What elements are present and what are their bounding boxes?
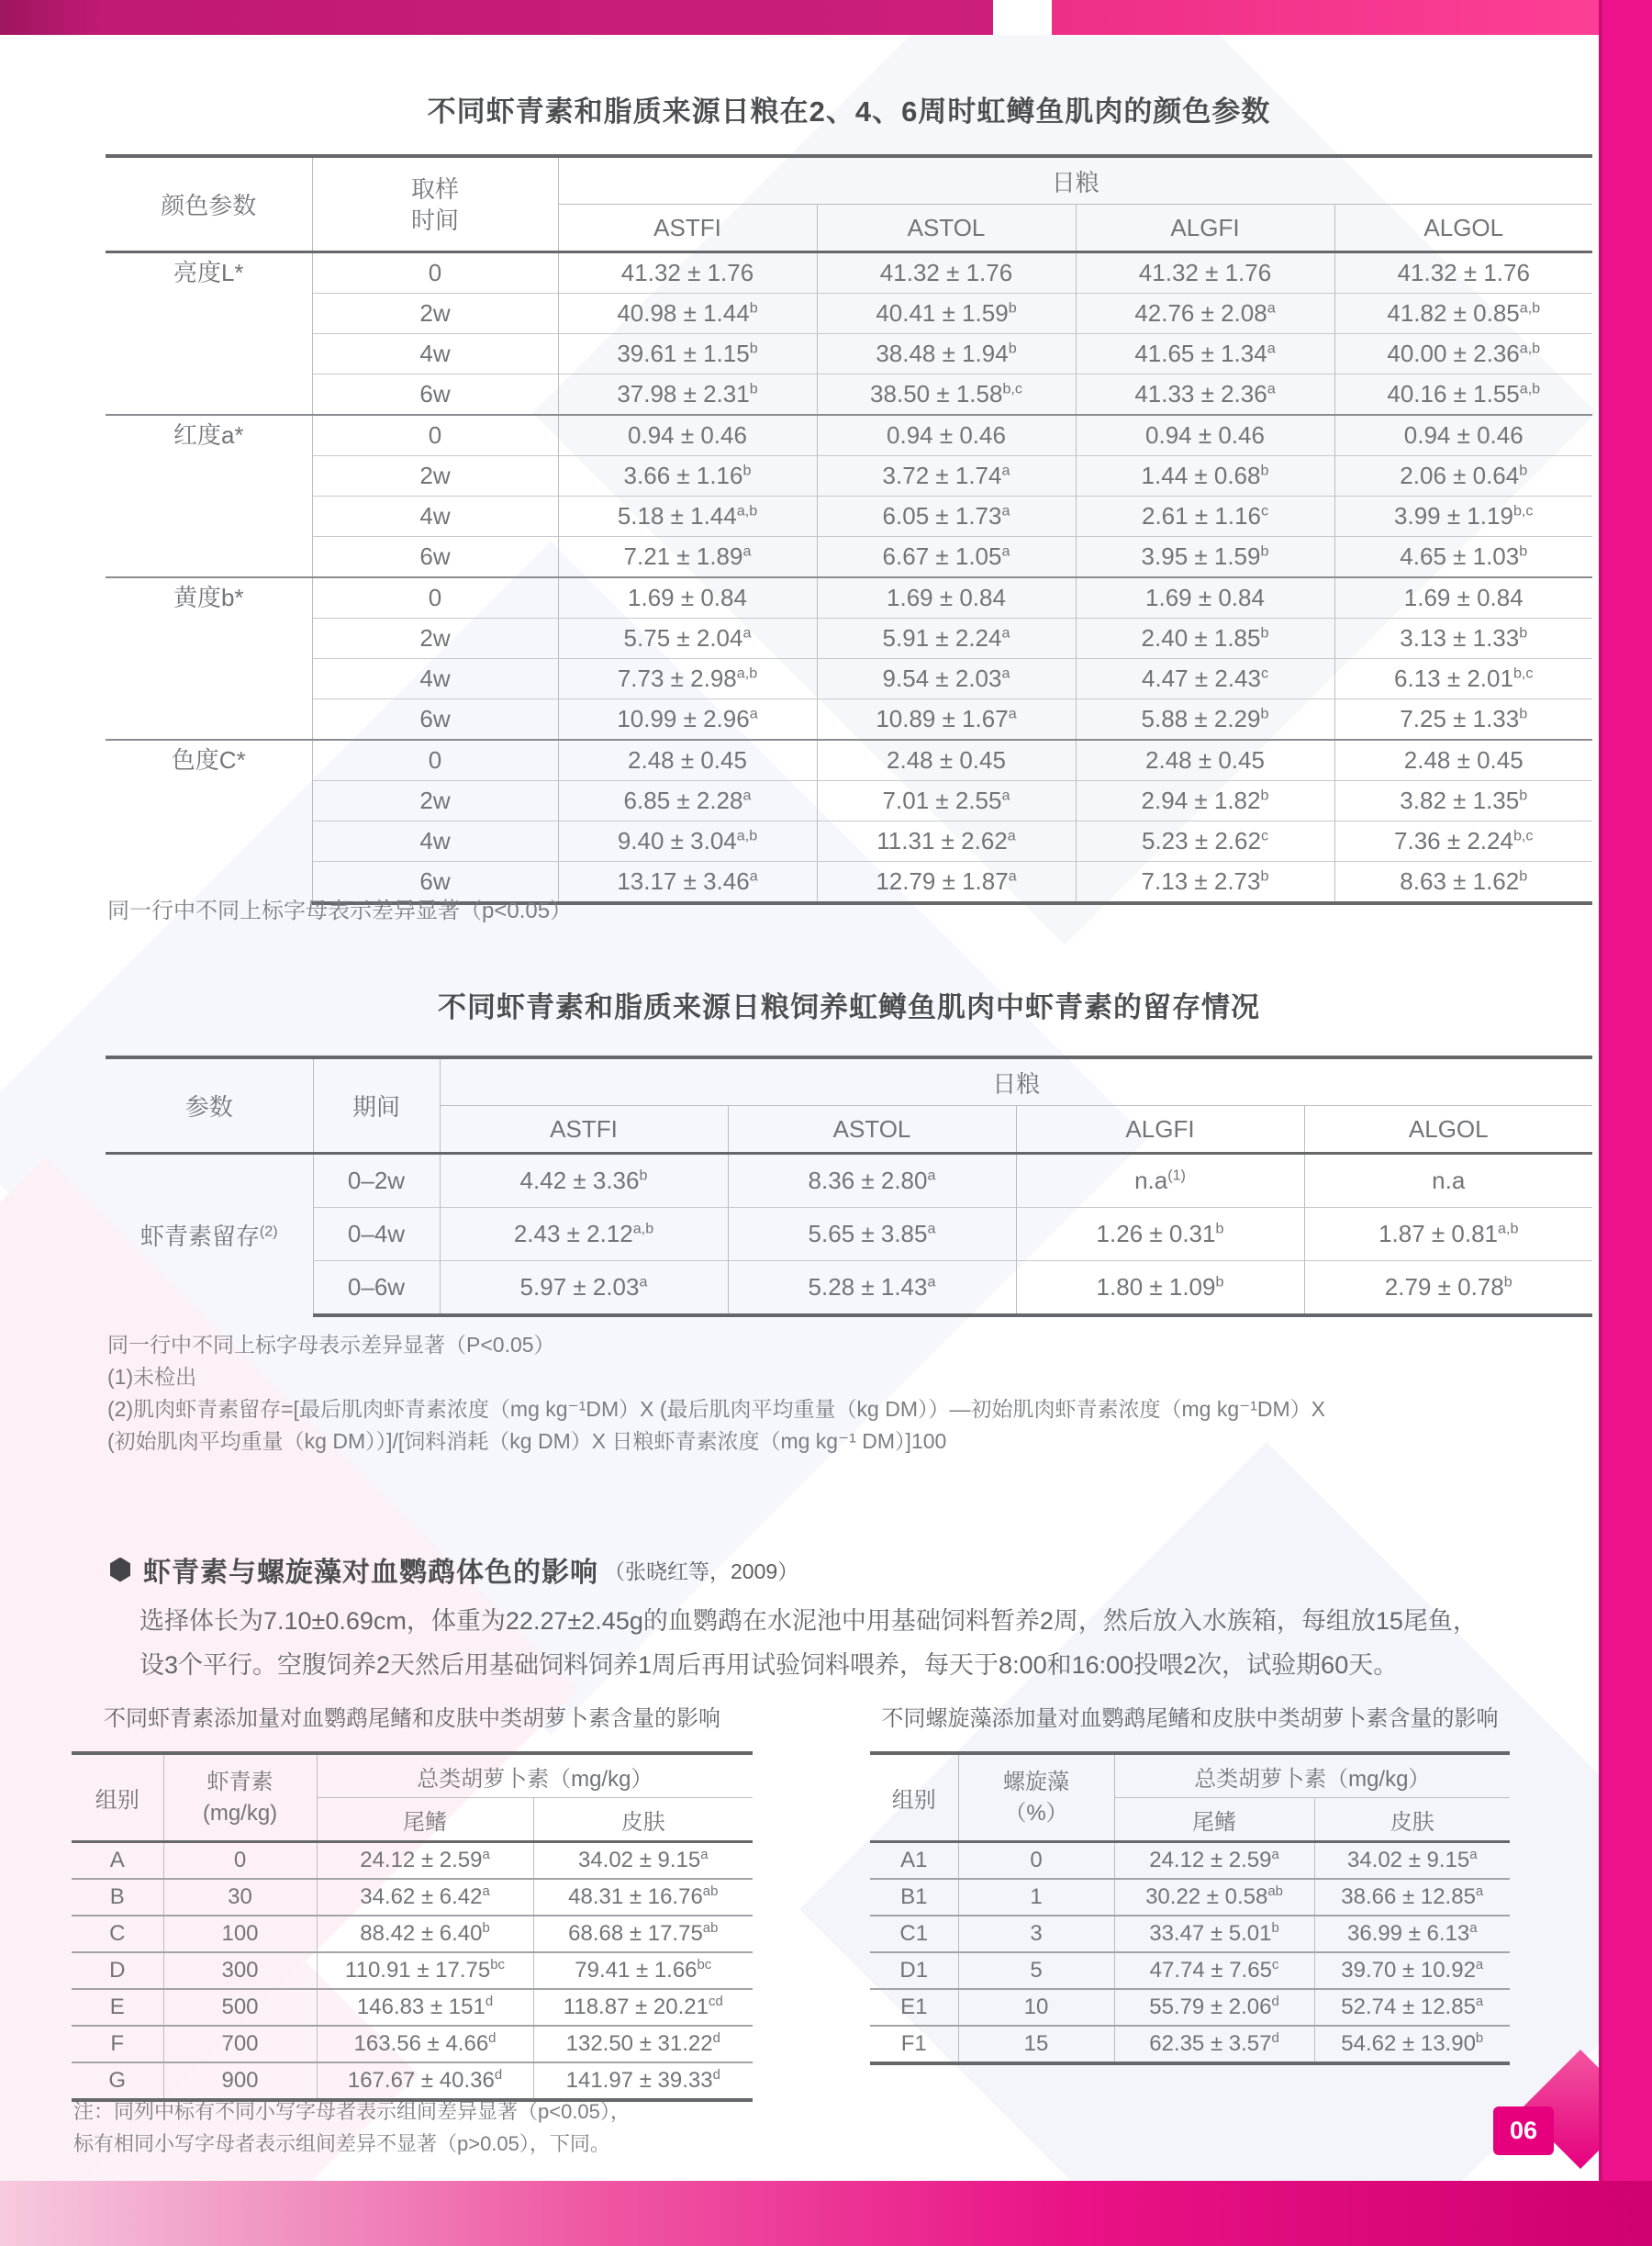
header-dose-line2: (mg/kg): [202, 1800, 278, 1826]
period-cell: 0–6w: [313, 1261, 440, 1316]
data-row: [72, 1952, 753, 1989]
table1-row: [106, 497, 1592, 537]
value-cell: 1.26 ± 0.31$^b$: [1016, 1208, 1304, 1261]
value-cell: 5.88 ± 2.29$^b$: [1076, 699, 1334, 741]
header-dose-line2: （%）: [1004, 1800, 1068, 1826]
dose-cell: 900: [163, 2062, 317, 2100]
value-cell: $5.18 \pm 1.44^{a,b}$: [558, 497, 817, 537]
table1-row: [106, 659, 1592, 699]
parameter-cell: 黄度b*: [106, 577, 312, 740]
group-cell: G: [72, 2062, 163, 2100]
muscle-color-parameters-table: [106, 154, 1592, 905]
table2-footnote-1: (1)未检出: [107, 1365, 197, 1389]
table2-row: [106, 1208, 1592, 1261]
table4-title: 不同螺旋藻添加量对血鹦鹉尾鳍和皮肤中类胡萝卜素含量的影响: [881, 1706, 1499, 1731]
table1-row: [106, 577, 1592, 619]
table1-row: [106, 374, 1592, 416]
sampling-time-cell: 6w: [312, 537, 558, 578]
sampling-time-cell: 2w: [312, 619, 558, 659]
parameter-cell: 色度C*: [106, 740, 312, 903]
bottom-note: [73, 2095, 631, 2160]
header-diet-algfi: ALGFI: [1016, 1106, 1304, 1154]
skin-cell: 48.31 ± 16.76$^{ab}$: [533, 1879, 753, 1916]
tail-fin-cell: 34.62 ± 6.42$^a$: [317, 1879, 533, 1916]
header-color-parameter: 颜色参数: [106, 156, 312, 252]
sampling-time-cell: 4w: [312, 821, 558, 862]
sampling-time-cell: 4w: [312, 497, 558, 537]
tail-fin-cell: 167.67 ± 40.36$^d$: [317, 2062, 533, 2100]
section-source: （张晓红等，2009）: [604, 1559, 799, 1583]
top-border-bar: [0, 0, 1652, 35]
value-cell: 12.79 ± 1.87$^a$: [817, 862, 1076, 904]
table1-header: [106, 156, 1592, 252]
data-row: [870, 1952, 1510, 1989]
section-header: [110, 1549, 798, 1590]
section-title: 虾青素与螺旋藻对血鹦鹉体色的影响: [143, 1558, 598, 1588]
value-cell: 40.98 ± 1.44$^b$: [558, 294, 817, 334]
value-cell: 3.82 ± 1.35$^b$: [1334, 781, 1592, 821]
data-row: [870, 1916, 1510, 1952]
sampling-time-cell: 0: [312, 740, 558, 781]
header-diet-algol: ALGOL: [1304, 1106, 1592, 1154]
value-cell: 3.95 ± 1.59$^b$: [1076, 537, 1334, 578]
header-dose-line1: 螺旋藻: [1003, 1769, 1069, 1794]
skin-cell: 34.02 ± 9.15$^a$: [533, 1842, 753, 1880]
value-cell: 1.69 ± 0.84: [1076, 577, 1334, 619]
skin-cell: 132.50 ± 31.22$^d$: [533, 2026, 753, 2062]
right-border-bar: [1599, 0, 1652, 2246]
sampling-time-cell: 0: [312, 415, 558, 456]
data-row: [72, 1842, 753, 1880]
value-cell: 1.69 ± 0.84: [558, 577, 817, 619]
tail-fin-cell: 24.12 ± 2.59$^a$: [1114, 1842, 1314, 1880]
table2-row: [106, 1154, 1592, 1208]
top-bar-right-segment: [1052, 0, 1652, 35]
value-cell: 2.61 ± 1.16$^c$: [1076, 497, 1334, 537]
tail-fin-cell: 62.35 ± 3.57$^d$: [1114, 2026, 1314, 2063]
group-cell: D: [72, 1952, 163, 1989]
header-sampling-time-line1: 取样: [410, 174, 459, 203]
value-cell: 7.13 ± 2.73$^b$: [1076, 862, 1334, 904]
table2-footnote-significance: 同一行中不同上标字母表示差异显著（P<0.05）: [107, 1333, 555, 1357]
header-group: 组别: [72, 1753, 163, 1842]
value-cell: 3.72 ± 1.74$^a$: [817, 456, 1076, 497]
skin-cell: 34.02 ± 9.15$^a$: [1314, 1842, 1510, 1880]
value-cell: $2.43 \pm 2.12^{a,b}$: [440, 1208, 728, 1261]
dose-cell: 1: [958, 1879, 1114, 1916]
header-group: 组别: [870, 1753, 958, 1842]
dose-cell: 300: [163, 1952, 317, 1989]
page-number-badge: 06: [1493, 2106, 1554, 2155]
tail-fin-cell: 110.91 ± 17.75$^{bc}$: [317, 1952, 533, 1989]
group-cell: B: [72, 1879, 163, 1916]
table2-body: [106, 1154, 1592, 1316]
data-row: [72, 1989, 753, 2026]
data-row: [72, 2026, 753, 2062]
value-cell: 1.44 ± 0.68$^b$: [1076, 456, 1334, 497]
value-cell: 0.94 ± 0.46: [1076, 415, 1334, 456]
value-cell: 41.65 ± 1.34$^a$: [1076, 334, 1334, 374]
dose-cell: 3: [958, 1916, 1114, 1952]
value-cell: 5.75 ± 2.04$^a$: [558, 619, 817, 659]
header-tail-fin: 尾鳍: [1114, 1798, 1314, 1842]
table1-row: [106, 415, 1592, 456]
value-cell: 40.41 ± 1.59$^b$: [817, 294, 1076, 334]
value-cell: 10.99 ± 2.96$^a$: [558, 699, 817, 741]
value-cell: 2.48 ± 0.45: [817, 740, 1076, 781]
data-row: [72, 1879, 753, 1916]
sampling-time-cell: 6w: [312, 374, 558, 416]
header-skin: 皮肤: [1314, 1798, 1510, 1842]
value-cell: 9.54 ± 2.03$^a$: [817, 659, 1076, 699]
header-sampling-time-line2: 时间: [410, 206, 459, 234]
tail-fin-cell: 24.12 ± 2.59$^a$: [317, 1842, 533, 1880]
header-dose-line1: 虾青素: [206, 1769, 273, 1794]
table3-body: [72, 1842, 753, 2101]
value-cell: 42.76 ± 2.08$^a$: [1076, 294, 1334, 334]
table4-body: [870, 1842, 1510, 2064]
header-spirulina-dose: [958, 1753, 1114, 1842]
table1-row: [106, 252, 1592, 294]
value-cell: 0.94 ± 0.46: [1334, 415, 1592, 456]
table3-header: [72, 1753, 753, 1842]
data-row: [870, 1989, 1510, 2026]
skin-cell: 68.68 ± 17.75$^{ab}$: [533, 1916, 753, 1952]
value-cell: 7.25 ± 1.33$^b$: [1334, 699, 1592, 741]
value-cell: $3.99 \pm 1.19^{b,c}$: [1334, 497, 1592, 537]
value-cell: 6.85 ± 2.28$^a$: [558, 781, 817, 821]
table2-footnotes: [107, 1329, 1325, 1458]
value-cell: 38.48 ± 1.94$^b$: [817, 334, 1076, 374]
skin-cell: 141.97 ± 39.33$^d$: [533, 2062, 753, 2100]
table2-header: [106, 1057, 1592, 1154]
skin-cell: 79.41 ± 1.66$^{bc}$: [533, 1952, 753, 1989]
value-cell: 5.91 ± 2.24$^a$: [817, 619, 1076, 659]
value-cell: 2.48 ± 0.45: [1076, 740, 1334, 781]
value-cell: 2.79 ± 0.78$^b$: [1304, 1261, 1592, 1316]
sampling-time-cell: 4w: [312, 659, 558, 699]
header-total-carotenoids: 总类胡萝卜素（mg/kg）: [317, 1753, 753, 1798]
value-cell: 10.89 ± 1.67$^a$: [817, 699, 1076, 741]
bottom-note-line1: 注：同列中标有不同小写字母者表示组间差异显著（p<0.05），: [73, 2100, 631, 2123]
spirulina-dose-carotenoid-table: [870, 1751, 1510, 2065]
skin-cell: 54.62 ± 13.90$^b$: [1314, 2026, 1510, 2063]
value-cell: 4.42 ± 3.36$^b$: [440, 1154, 728, 1208]
value-cell: 2.06 ± 0.64$^b$: [1334, 456, 1592, 497]
dose-cell: 5: [958, 1952, 1114, 1989]
parameter-cell: 虾青素留存$^{(2)}$: [106, 1154, 313, 1316]
value-cell: $38.50 \pm 1.58^{b,c}$: [817, 374, 1076, 416]
value-cell: 6.05 ± 1.73$^a$: [817, 497, 1076, 537]
header-diet-astol: ASTOL: [728, 1106, 1016, 1154]
sampling-time-cell: 6w: [312, 699, 558, 741]
skin-cell: 39.70 ± 10.92$^a$: [1314, 1952, 1510, 1989]
table1-row: [106, 699, 1592, 741]
sampling-time-cell: 0: [312, 577, 558, 619]
value-cell: $1.87 \pm 0.81^{a,b}$: [1304, 1208, 1592, 1261]
table1-row: [106, 334, 1592, 374]
header-sampling-time: [312, 156, 558, 252]
value-cell: $7.73 \pm 2.98^{a,b}$: [558, 659, 817, 699]
top-bar-notch: [993, 0, 1052, 35]
period-cell: 0–4w: [313, 1208, 440, 1261]
parameter-cell: 红度a*: [106, 415, 312, 577]
data-row: [870, 1842, 1510, 1880]
paragraph-line2: 设3个平行。空腹饲养2天然后用基础饲料饲养1周后再用试验饲料喂养，每天于8:00和16:00投喂2次，试验期60天。: [140, 1651, 1399, 1679]
group-cell: D1: [870, 1952, 958, 1989]
dose-cell: 700: [163, 2026, 317, 2062]
value-cell: 41.32 ± 1.76: [1334, 252, 1592, 294]
skin-cell: 38.66 ± 12.85$^a$: [1314, 1879, 1510, 1916]
astaxanthin-dose-carotenoid-table: [72, 1751, 753, 2102]
table2-footnote-2a: (2)肌肉虾青素留存=[最后肌肉虾青素浓度（mg kg⁻¹DM）X (最后肌肉平均重量（kg DM））—初始肌肉虾青素浓度（mg kg⁻¹DM）X: [107, 1397, 1326, 1421]
astaxanthin-retention-table: [106, 1056, 1592, 1317]
value-cell: 5.97 ± 2.03$^a$: [440, 1261, 728, 1316]
table2-footnote-2b: (初始肌肉平均重量（kg DM））]/[饲料消耗（kg DM）X 日粮虾青素浓度（mg kg⁻¹ DM）]100: [107, 1429, 947, 1453]
table1-row: [106, 781, 1592, 821]
value-cell: 13.17 ± 3.46$^a$: [558, 862, 817, 904]
data-row: [870, 2026, 1510, 2063]
value-cell: 5.28 ± 1.43$^a$: [728, 1261, 1016, 1316]
bottom-border-bar: [0, 2181, 1652, 2246]
value-cell: 2.48 ± 0.45: [558, 740, 817, 781]
value-cell: 2.40 ± 1.85$^b$: [1076, 619, 1334, 659]
table1-row: [106, 537, 1592, 578]
table2-row: [106, 1261, 1592, 1316]
value-cell: 4.47 ± 2.43$^c$: [1076, 659, 1334, 699]
table2-title: 不同虾青素和脂质来源日粮饲养虹鳟鱼肌肉中虾青素的留存情况: [438, 991, 1260, 1023]
header-tail-fin: 尾鳍: [317, 1798, 533, 1842]
dose-cell: 0: [958, 1842, 1114, 1880]
value-cell: 3.66 ± 1.16$^b$: [558, 456, 817, 497]
value-cell: $6.13 \pm 2.01^{b,c}$: [1334, 659, 1592, 699]
value-cell: 6.67 ± 1.05$^a$: [817, 537, 1076, 578]
value-cell: 37.98 ± 2.31$^b$: [558, 374, 817, 416]
tail-fin-cell: 88.42 ± 6.40$^b$: [317, 1916, 533, 1952]
table1-row: [106, 456, 1592, 497]
value-cell: $40.16 \pm 1.55^{a,b}$: [1334, 374, 1592, 416]
skin-cell: 36.99 ± 6.13$^a$: [1314, 1916, 1510, 1952]
sampling-time-cell: 2w: [312, 781, 558, 821]
section-paragraph: [140, 1599, 1580, 1687]
data-row: [72, 1916, 753, 1952]
dose-cell: 500: [163, 1989, 317, 2026]
header-skin: 皮肤: [533, 1798, 753, 1842]
data-row: [870, 1879, 1510, 1916]
table1-footnote: 同一行中不同上标字母表示差异显著（p<0.05）: [107, 899, 573, 923]
skin-cell: 118.87 ± 20.21$^{cd}$: [533, 1989, 753, 2026]
value-cell: 41.32 ± 1.76: [817, 252, 1076, 294]
top-bar-left-segment: [0, 0, 993, 35]
tail-fin-cell: 33.47 ± 5.01$^b$: [1114, 1916, 1314, 1952]
group-cell: A1: [870, 1842, 958, 1880]
header-astaxanthin-dose: [163, 1753, 317, 1842]
value-cell: 8.63 ± 1.62$^b$: [1334, 862, 1592, 904]
header-parameter: 参数: [106, 1057, 313, 1154]
value-cell: 0.94 ± 0.46: [558, 415, 817, 456]
group-cell: C1: [870, 1916, 958, 1952]
value-cell: 41.32 ± 1.76: [558, 252, 817, 294]
dose-cell: 100: [163, 1916, 317, 1952]
header-diet-astfi: ASTFI: [440, 1106, 728, 1154]
group-cell: E1: [870, 1989, 958, 2026]
value-cell: 3.13 ± 1.33$^b$: [1334, 619, 1592, 659]
value-cell: 8.36 ± 2.80$^a$: [728, 1154, 1016, 1208]
dose-cell: 30: [163, 1879, 317, 1916]
value-cell: 1.69 ± 0.84: [1334, 577, 1592, 619]
value-cell: n.a: [1304, 1154, 1592, 1208]
value-cell: 2.48 ± 0.45: [1334, 740, 1592, 781]
sampling-time-cell: 2w: [312, 456, 558, 497]
sampling-time-cell: 0: [312, 252, 558, 294]
header-diet-astol: ASTOL: [817, 205, 1076, 252]
table1-title: 不同虾青素和脂质来源日粮在2、4、6周时虹鳟鱼肌肉的颜色参数: [427, 95, 1271, 128]
value-cell: $9.40 \pm 3.04^{a,b}$: [558, 821, 817, 862]
value-cell: 5.23 ± 2.62$^c$: [1076, 821, 1334, 862]
group-cell: A: [72, 1842, 163, 1880]
value-cell: 1.69 ± 0.84: [817, 577, 1076, 619]
dose-cell: 10: [958, 1989, 1114, 2026]
parameter-cell: 亮度L*: [106, 252, 312, 416]
value-cell: 7.21 ± 1.89$^a$: [558, 537, 817, 578]
tail-fin-cell: 30.22 ± 0.58$^{ab}$: [1114, 1879, 1314, 1916]
group-cell: F1: [870, 2026, 958, 2063]
value-cell: 1.80 ± 1.09$^b$: [1016, 1261, 1304, 1316]
section-bullet-icon: [110, 1558, 130, 1582]
sampling-time-cell: 6w: [312, 862, 558, 904]
sampling-time-cell: 4w: [312, 334, 558, 374]
table1-row: [106, 619, 1592, 659]
paragraph-line1: 选择体长为7.10±0.69cm，体重为22.27±2.45g的血鹦鹉在水泥池中用基础饲料暂养2周，然后放入水族箱，每组放15尾鱼，: [140, 1607, 1478, 1635]
group-cell: E: [72, 1989, 163, 2026]
value-cell: 7.01 ± 2.55$^a$: [817, 781, 1076, 821]
header-total-carotenoids: 总类胡萝卜素（mg/kg）: [1114, 1753, 1510, 1798]
value-cell: $n.a^{(1)}$: [1016, 1154, 1304, 1208]
table1-body: [106, 252, 1592, 904]
dose-cell: 15: [958, 2026, 1114, 2063]
table1-row: [106, 740, 1592, 781]
sampling-time-cell: 2w: [312, 294, 558, 334]
value-cell: $40.00 \pm 2.36^{a,b}$: [1334, 334, 1592, 374]
period-cell: 0–2w: [313, 1154, 440, 1208]
value-cell: 41.32 ± 1.76: [1076, 252, 1334, 294]
value-cell: 4.65 ± 1.03$^b$: [1334, 537, 1592, 578]
header-diet-algfi: ALGFI: [1076, 205, 1334, 252]
header-diet-astfi: ASTFI: [558, 205, 817, 252]
data-row: [72, 2062, 753, 2100]
table4-header: [870, 1753, 1510, 1842]
value-cell: 11.31 ± 2.62$^a$: [817, 821, 1076, 862]
value-cell: 2.94 ± 1.82$^b$: [1076, 781, 1334, 821]
value-cell: $41.82 \pm 0.85^{a,b}$: [1334, 294, 1592, 334]
table1-row: [106, 821, 1592, 862]
bottom-note-line2: 标有相同小写字母者表示组间差异不显著（p>0.05），下同。: [73, 2132, 610, 2155]
group-cell: C: [72, 1916, 163, 1952]
header-diet-group: 日粮: [558, 156, 1592, 205]
header-diet-algol: ALGOL: [1334, 205, 1592, 252]
dose-cell: 0: [163, 1842, 317, 1880]
table3-title: 不同虾青素添加量对血鹦鹉尾鳍和皮肤中类胡萝卜素含量的影响: [104, 1706, 720, 1731]
tail-fin-cell: 47.74 ± 7.65$^c$: [1114, 1952, 1314, 1989]
header-diet-group: 日粮: [440, 1057, 1592, 1106]
skin-cell: 52.74 ± 12.85$^a$: [1314, 1989, 1510, 2026]
tail-fin-cell: 163.56 ± 4.66$^d$: [317, 2026, 533, 2062]
tail-fin-cell: $146.83 \pm 151^d$: [317, 1989, 533, 2026]
header-period: 期间: [313, 1057, 440, 1154]
value-cell: 5.65 ± 3.85$^a$: [728, 1208, 1016, 1261]
value-cell: 39.61 ± 1.15$^b$: [558, 334, 817, 374]
group-cell: B1: [870, 1879, 958, 1916]
group-cell: F: [72, 2026, 163, 2062]
value-cell: 41.33 ± 2.36$^a$: [1076, 374, 1334, 416]
table1-row: [106, 294, 1592, 334]
value-cell: $7.36 \pm 2.24^{b,c}$: [1334, 821, 1592, 862]
tail-fin-cell: 55.79 ± 2.06$^d$: [1114, 1989, 1314, 2026]
value-cell: 0.94 ± 0.46: [817, 415, 1076, 456]
